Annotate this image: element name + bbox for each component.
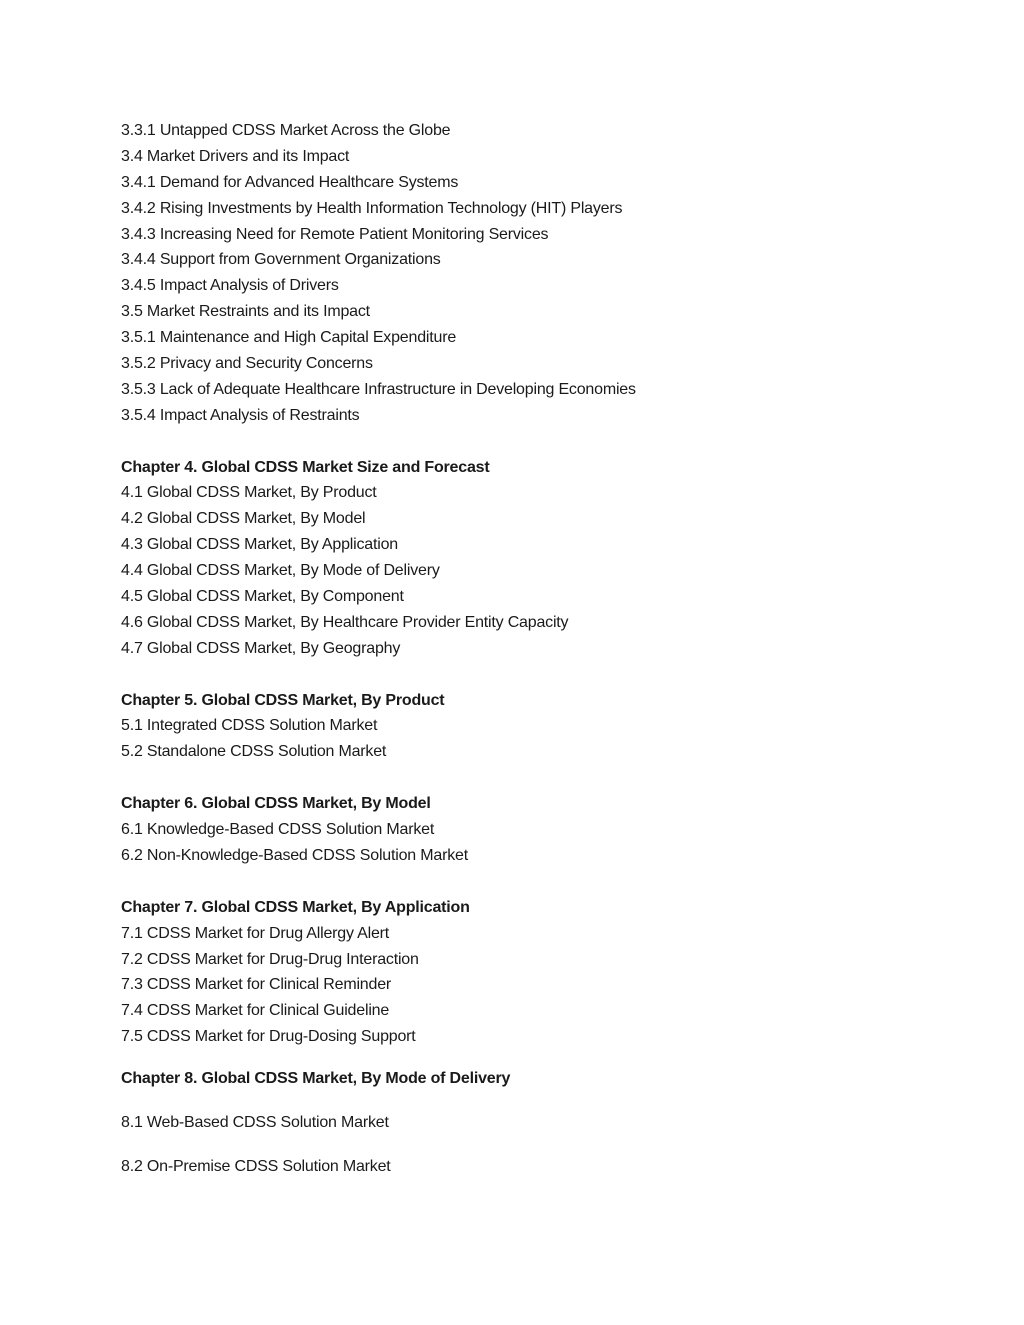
toc-line: 7.5 CDSS Market for Drug-Dosing Support — [121, 1028, 416, 1046]
toc-line: 3.4.3 Increasing Need for Remote Patient Monitoring Services — [121, 225, 549, 243]
toc-line: 7.1 CDSS Market for Drug Allergy Alert — [121, 924, 390, 942]
chapter-5 — [121, 688, 921, 766]
spacer — [121, 1136, 921, 1154]
chapter-7 — [121, 895, 921, 1050]
toc-line: 8.1 Web-Based CDSS Solution Market — [121, 1113, 389, 1131]
section-3-list — [121, 118, 921, 429]
spacer — [121, 1050, 921, 1066]
toc-line: 7.4 CDSS Market for Clinical Guideline — [121, 1002, 390, 1020]
chapter-heading: Chapter 8. Global CDSS Market, By Mode of Delivery — [121, 1070, 511, 1088]
toc-line: 6.1 Knowledge-Based CDSS Solution Market — [121, 821, 435, 839]
toc-line: 4.1 Global CDSS Market, By Product — [121, 484, 377, 502]
toc-line: 4.6 Global CDSS Market, By Healthcare Provider Entity Capacity — [121, 613, 569, 631]
toc-line: 4.2 Global CDSS Market, By Model — [121, 510, 366, 528]
toc-line: 3.4.2 Rising Investments by Health Information Technology (HIT) Players — [121, 199, 623, 217]
toc-line: 3.5 Market Restraints and its Impact — [121, 303, 370, 321]
toc-line: 7.3 CDSS Market for Clinical Reminder — [121, 976, 392, 994]
toc-line: 3.4 Market Drivers and its Impact — [121, 147, 350, 165]
toc-line: 3.5.4 Impact Analysis of Restraints — [121, 406, 360, 424]
spacer — [121, 662, 921, 688]
document-page — [121, 118, 921, 1180]
chapter-heading: Chapter 4. Global CDSS Market Size and Forecast — [121, 458, 490, 476]
toc-line: 6.2 Non-Knowledge-Based CDSS Solution Market — [121, 846, 468, 864]
toc-line: 5.2 Standalone CDSS Solution Market — [121, 743, 387, 761]
spacer — [121, 1092, 921, 1110]
toc-line: 3.4.1 Demand for Advanced Healthcare Systems — [121, 173, 459, 191]
chapter-6 — [121, 791, 921, 869]
chapter-heading: Chapter 7. Global CDSS Market, By Application — [121, 898, 470, 916]
toc-line: 3.4.4 Support from Government Organizations — [121, 251, 441, 269]
toc-line: 4.4 Global CDSS Market, By Mode of Delivery — [121, 562, 440, 580]
toc-line: 3.3.1 Untapped CDSS Market Across the Globe — [121, 122, 451, 139]
toc-line: 3.5.3 Lack of Adequate Healthcare Infrastructure in Developing Economies — [121, 380, 636, 398]
chapter-4 — [121, 455, 921, 662]
spacer — [121, 869, 921, 895]
toc-line: 3.4.5 Impact Analysis of Drivers — [121, 277, 339, 295]
toc-line: 7.2 CDSS Market for Drug-Drug Interaction — [121, 950, 419, 968]
chapter-heading: Chapter 6. Global CDSS Market, By Model — [121, 795, 431, 813]
chapter-8 — [121, 1066, 921, 1180]
spacer — [121, 765, 921, 791]
toc-line: 8.2 On-Premise CDSS Solution Market — [121, 1157, 391, 1175]
toc-line: 5.1 Integrated CDSS Solution Market — [121, 717, 378, 735]
toc-line: 3.5.1 Maintenance and High Capital Expenditure — [121, 329, 457, 347]
chapter-heading: Chapter 5. Global CDSS Market, By Product — [121, 691, 445, 709]
toc-line: 4.3 Global CDSS Market, By Application — [121, 536, 398, 554]
toc-line: 3.5.2 Privacy and Security Concerns — [121, 355, 373, 373]
toc-line: 4.5 Global CDSS Market, By Component — [121, 588, 404, 606]
toc-line: 4.7 Global CDSS Market, By Geography — [121, 639, 401, 657]
spacer — [121, 429, 921, 455]
